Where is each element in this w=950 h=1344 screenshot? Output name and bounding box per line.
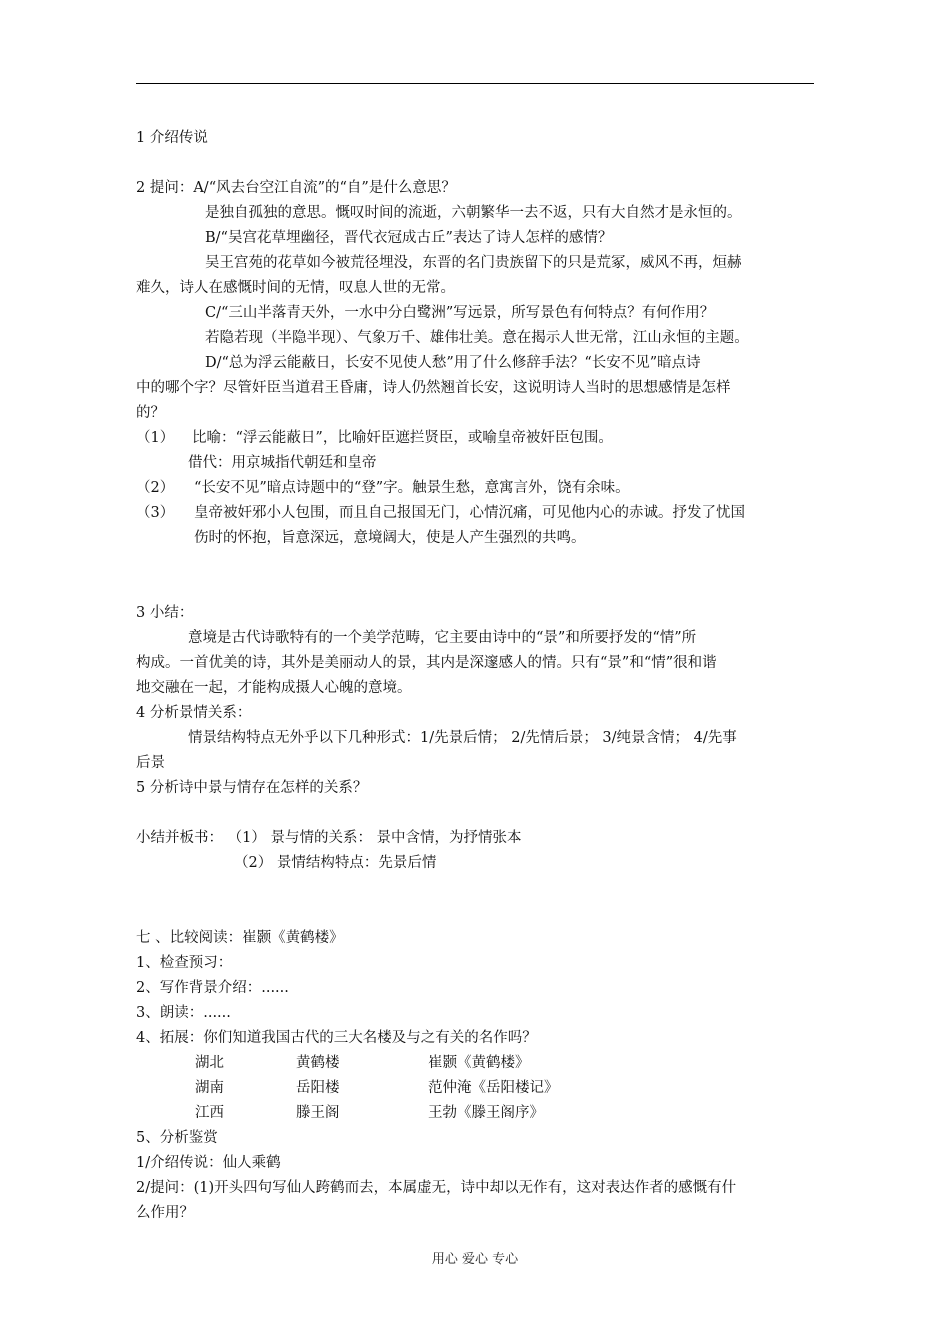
page-footer: 用心 爱心 专心 <box>431 1252 519 1267</box>
section-7-item2: 2、写作背景介绍：...... <box>136 980 289 996</box>
section-7-item5: 5、分析鉴赏 <box>136 1130 218 1146</box>
section-4: 4 分析景情关系： <box>136 705 252 721</box>
section-7-item3: 3、朗读：...... <box>136 1005 231 1021</box>
d3-number: （3） <box>136 505 175 521</box>
section-3-para-line3: 地交融在一起，才能构成摄人心魄的意境。 <box>136 680 412 696</box>
question-c: C/“三山半落青天外，一水中分白鹭洲”写远景，所写景色有何特点？有何作用？ <box>205 305 715 321</box>
summary-line2: （2） 景情结构特点：先景后情 <box>234 855 437 871</box>
section-3: 3 小结： <box>136 605 194 621</box>
question-d-line3: 的？ <box>136 405 165 421</box>
summary-line1: 小结并板书： （1） 景与情的关系： 景中含情，为抒情张本 <box>136 830 522 846</box>
section-1: 1 介绍传说 <box>136 130 208 146</box>
question-d-line2: 中的哪个字？尽管奸臣当道君王昏庸，诗人仍然翘首长安，这说明诗人当时的思想感情是怎样 <box>136 380 731 396</box>
answer-b-line2: 难久，诗人在感慨时间的无情，叹息人世的无常。 <box>136 280 455 296</box>
table-work-2: 范仲淹《岳阳楼记》 <box>428 1080 559 1096</box>
section-7-title: 七 、比较阅读：崔颢《黄鹤楼》 <box>136 930 344 946</box>
d3-text-line1: 皇帝被奸邪小人包围，而且自己报国无门，心情沉痛，可见他内心的赤诚。抒发了忧国 <box>194 505 745 521</box>
table-province-3: 江西 <box>195 1105 224 1121</box>
d1-sub: 借代：用京城指代朝廷和皇帝 <box>188 455 377 471</box>
d3-text-line2: 伤时的怀抱，旨意深远，意境阔大，使是人产生强烈的共鸣。 <box>194 530 586 546</box>
question-a: 2 提问：A/“风去台空江自流”的“自”是什么意思？ <box>136 180 456 196</box>
section-7-item5-2-line1: 2/提问：(1)开头四句写仙人跨鹤而去，本属虚无，诗中却以无作有，这对表达作者的感慨有什 <box>136 1180 737 1196</box>
section-4-para-line2: 后景 <box>136 755 165 771</box>
section-7-item1: 1、检查预习： <box>136 955 233 971</box>
section-3-para-line2: 构成。一首优美的诗，其外是美丽动人的景，其内是深邃感人的情。只有“景”和“情”很和谐 <box>136 655 717 671</box>
table-tower-3: 滕王阁 <box>296 1105 340 1121</box>
d1-text: 比喻：“浮云能蔽日”，比喻奸臣遮拦贤臣，或喻皇帝被奸臣包围。 <box>192 430 613 446</box>
d2-text: “长安不见”暗点诗题中的“登”字。触景生愁，意寓言外，饶有余味。 <box>194 480 630 496</box>
answer-a: 是独自孤独的意思。慨叹时间的流逝，六朝繁华一去不返，只有大自然才是永恒的。 <box>205 205 742 221</box>
question-d-line1: D/“总为浮云能蔽日，长安不见使人愁”用了什么修辞手法？“长安不见”暗点诗 <box>205 355 701 371</box>
section-3-para-line1: 意境是古代诗歌特有的一个美学范畴，它主要由诗中的“景”和所要抒发的“情”所 <box>188 630 697 646</box>
section-4-para-line1: 情景结构特点无外乎以下几种形式：1/先景后情； 2/先情后景； 3/纯景含情； 4/先事 <box>188 730 737 746</box>
d1-number: （1） <box>136 430 175 446</box>
d2-number: （2） <box>136 480 175 496</box>
header-rule <box>136 83 814 84</box>
answer-b-line1: 吴王宫苑的花草如今被荒径埋没，东晋的名门贵族留下的只是荒冢，威风不再，烜赫 <box>205 255 742 271</box>
table-work-3: 王勃《滕王阁序》 <box>428 1105 544 1121</box>
section-5: 5 分析诗中景与情存在怎样的关系？ <box>136 780 368 796</box>
table-tower-2: 岳阳楼 <box>296 1080 340 1096</box>
table-province-1: 湖北 <box>195 1055 224 1071</box>
section-7-item5-1: 1/介绍传说：仙人乘鹤 <box>136 1155 281 1171</box>
table-tower-1: 黄鹤楼 <box>296 1055 340 1071</box>
section-7-item5-2-line2: 么作用？ <box>136 1205 194 1221</box>
section-7-item4: 4、拓展：你们知道我国古代的三大名楼及与之有关的名作吗？ <box>136 1030 537 1046</box>
table-work-1: 崔颢《黄鹤楼》 <box>428 1055 530 1071</box>
answer-c: 若隐若现（半隐半现）、气象万千、雄伟壮美。意在揭示人世无常，江山永恒的主题。 <box>205 330 749 346</box>
question-b: B/“吴宫花草埋幽径，晋代衣冠成古丘”表达了诗人怎样的感情？ <box>205 230 613 246</box>
table-province-2: 湖南 <box>195 1080 224 1096</box>
